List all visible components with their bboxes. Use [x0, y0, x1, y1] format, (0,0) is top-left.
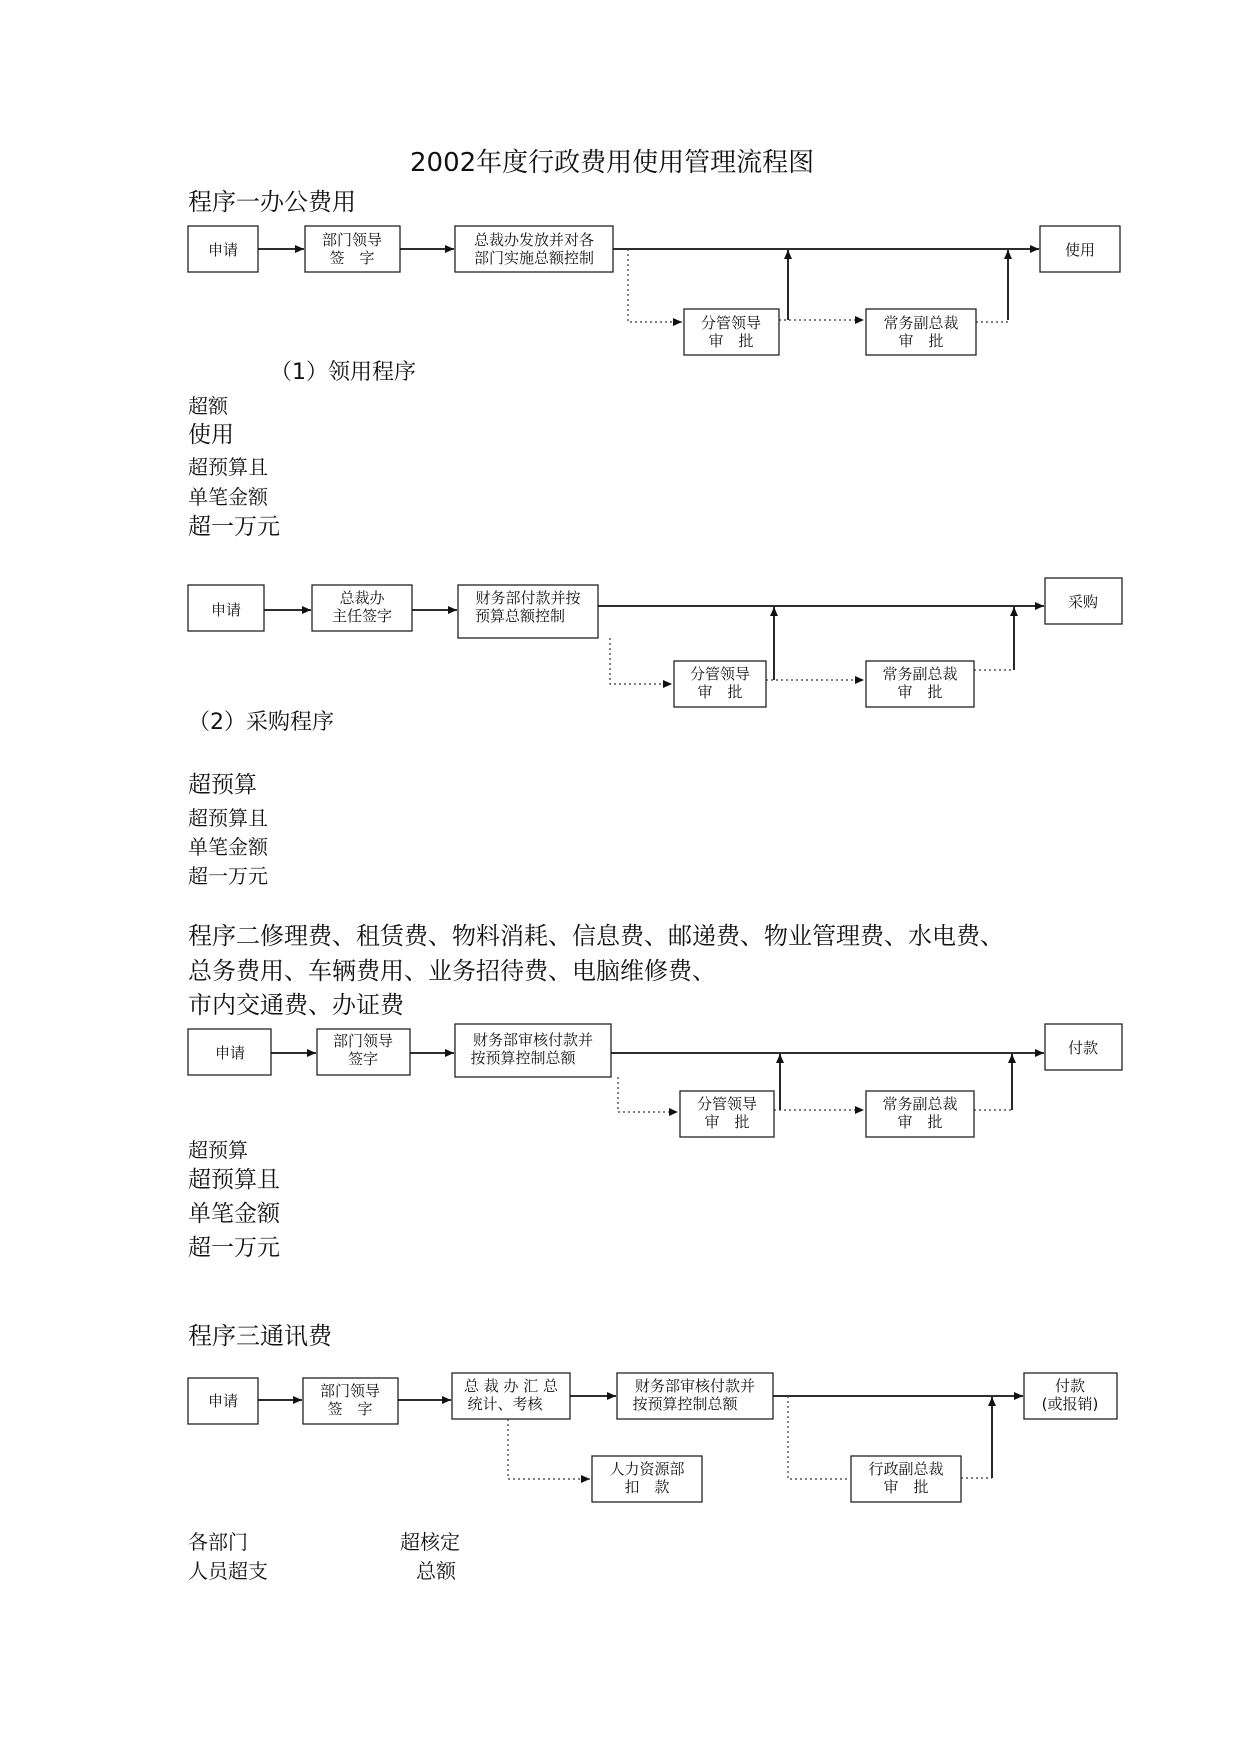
- note-c-4: 超一万元: [188, 1235, 280, 1261]
- note-a-2: 使用: [188, 422, 234, 448]
- flow-b-director-label-1: 总裁办: [339, 589, 385, 607]
- flow-a-manager-label-1: 分管领导: [700, 314, 762, 332]
- program-two-heading-line-3: 市内交通费、办证费: [188, 991, 404, 1019]
- flow-d-leader-label-2: 签 字: [327, 1400, 373, 1418]
- sub-heading-requisition: （1）领用程序: [270, 360, 416, 385]
- flow-c-dotted-to-manager: [618, 1077, 678, 1112]
- flow-d-vp-label-1: 行政副总裁: [868, 1460, 944, 1478]
- note-b-4: 超一万元: [188, 864, 268, 888]
- flow-d-end-label-1: 付款: [1054, 1377, 1086, 1395]
- flow-b-finance-label-2: 预算总额控制: [474, 607, 566, 625]
- flow-a-leader-label-2: 签 字: [329, 249, 375, 267]
- note-d-right-1: 超核定: [400, 1530, 460, 1554]
- flow-c-manager-label-1: 分管领导: [696, 1095, 758, 1113]
- flow-c-finance-label-1: 财务部审核付款并: [472, 1031, 594, 1049]
- flow-b-manager-label-1: 分管领导: [689, 665, 751, 683]
- flow-a-vp-label-2: 审 批: [898, 332, 944, 350]
- flow-d-dotted-to-vp: [788, 1396, 849, 1479]
- flow-d-finance-label-2: 按预算控制总额: [632, 1395, 738, 1413]
- note-c-1: 超预算: [188, 1138, 248, 1162]
- flow-a-apply-label: 申请: [207, 241, 239, 259]
- flow-a-end-label: 使用: [1064, 241, 1096, 259]
- flow-d-office-label-2: 统计、考核: [467, 1395, 543, 1413]
- flow-c-vp-label-1: 常务副总裁: [882, 1095, 958, 1113]
- flow-d-vp-label-2: 审 批: [883, 1478, 929, 1496]
- flow-b-dotted-to-manager: [610, 638, 672, 684]
- note-d-right-2: 总额: [416, 1559, 456, 1583]
- flow-d-apply-label: 申请: [207, 1392, 239, 1410]
- note-b-1: 超预算: [188, 772, 257, 798]
- note-b-2: 超预算且: [188, 806, 268, 830]
- flow-c-leader-label-2: 签字: [347, 1050, 379, 1068]
- flow-a-office-label-2: 部门实施总额控制: [473, 249, 595, 267]
- flow-a-leader-label-1: 部门领导: [321, 231, 383, 249]
- flow-b-manager-label-2: 审 批: [697, 683, 743, 701]
- note-a-1: 超额: [188, 394, 228, 418]
- flow-a-vp-label-1: 常务副总裁: [883, 314, 959, 332]
- flow-c-end-label: 付款: [1067, 1039, 1099, 1057]
- flow-b-apply-label: 申请: [210, 601, 242, 619]
- note-a-5: 超一万元: [188, 514, 280, 540]
- flow-b-end-label: 采购: [1067, 593, 1099, 611]
- flow-d-dotted-to-hr: [508, 1419, 590, 1479]
- flow-d-finance-label-1: 财务部审核付款并: [634, 1377, 756, 1395]
- flow-a-office-label-1: 总裁办发放并对各: [473, 231, 595, 249]
- program-one-heading: 程序一办公费用: [188, 188, 356, 216]
- note-c-2: 超预算且: [188, 1167, 280, 1193]
- flow-a-dotted-to-manager: [628, 249, 682, 322]
- program-two-heading-line-1: 程序二修理费、租赁费、物料消耗、信息费、邮递费、物业管理费、水电费、: [188, 922, 1004, 950]
- flow-b-finance-label-1: 财务部付款并按: [475, 589, 581, 607]
- note-b-3: 单笔金额: [188, 835, 268, 859]
- note-c-3: 单笔金额: [188, 1201, 280, 1227]
- flow-c-manager-label-2: 审 批: [704, 1113, 750, 1131]
- program-two-heading-line-2: 总务费用、车辆费用、业务招待费、电脑维修费、: [188, 957, 716, 985]
- flow-b-vp-label-1: 常务副总裁: [882, 665, 958, 683]
- note-d-left-2: 人员超支: [188, 1559, 268, 1583]
- flow-b-director-label-2: 主任签字: [331, 607, 393, 625]
- note-a-4: 单笔金额: [188, 485, 268, 509]
- flow-c-apply-label: 申请: [214, 1044, 246, 1062]
- note-d-left-1: 各部门: [188, 1530, 248, 1554]
- flow-d-leader-label-1: 部门领导: [319, 1382, 381, 1400]
- program-three-heading: 程序三通讯费: [188, 1322, 332, 1350]
- page-title: 2002年度行政费用使用管理流程图: [410, 148, 815, 178]
- flow-c-finance-label-2: 按预算控制总额: [470, 1049, 576, 1067]
- flow-b-vp-label-2: 审 批: [897, 683, 943, 701]
- flow-d-hr-label-1: 人力资源部: [609, 1460, 685, 1478]
- note-a-3: 超预算且: [188, 455, 268, 479]
- sub-heading-purchase: （2）采购程序: [188, 710, 334, 735]
- flow-d-hr-label-2: 扣 款: [624, 1478, 670, 1496]
- flow-a-manager-label-2: 审 批: [708, 332, 754, 350]
- flow-c-vp-label-2: 审 批: [897, 1113, 943, 1131]
- flow-d-end-label-2: (或报销): [1041, 1395, 1099, 1413]
- flow-d-office-label-1: 总 裁 办 汇 总: [463, 1377, 559, 1395]
- flow-c-leader-label-1: 部门领导: [332, 1032, 394, 1050]
